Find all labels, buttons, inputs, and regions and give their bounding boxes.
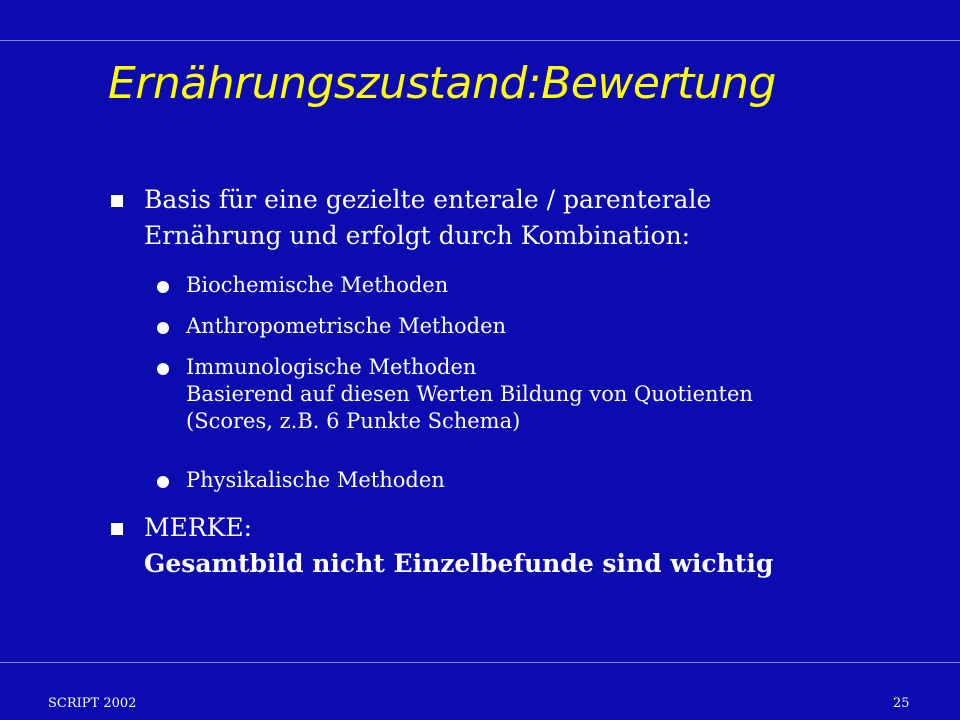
bullet-2-line-1: MERKE:: [144, 513, 253, 542]
bottom-divider: [0, 662, 960, 663]
sub-item-physical: [186, 467, 445, 494]
bullet-2-text: [144, 510, 773, 582]
sub-item-label: Biochemische Methoden: [186, 273, 449, 297]
bullet-1-text: [144, 182, 711, 254]
top-divider: [0, 40, 960, 41]
footer-label: SCRIPT 2002: [48, 696, 137, 711]
bullet-1-line-1: Basis für eine gezielte enterale / parenterale: [144, 185, 712, 214]
sub-item-biochemical: [186, 272, 448, 299]
round-bullet-icon: [157, 363, 169, 375]
sub-item-anthropometric: [186, 313, 506, 340]
square-bullet-icon: [111, 523, 123, 535]
sub-item-label: Physikalische Methoden: [186, 468, 445, 492]
sub-item-label: Immunologische Methoden: [186, 355, 477, 379]
bullet-2-line-2: Gesamtbild nicht Einzelbefunde sind wichtig: [144, 549, 774, 578]
sub-item-label: Basierend auf diesen Werten Bildung von Quotienten: [186, 382, 753, 406]
page-number: 25: [893, 696, 910, 711]
round-bullet-icon: [157, 322, 169, 334]
round-bullet-icon: [157, 476, 169, 488]
round-bullet-icon: [157, 281, 169, 293]
bullet-1-line-2: Ernährung und erfolgt durch Kombination:: [144, 221, 691, 250]
sub-item-label: Anthropometrische Methoden: [186, 314, 507, 338]
slide-title: Ernährungszustand:Bewertung: [108, 58, 776, 109]
sub-item-label: (Scores, z.B. 6 Punkte Schema): [186, 409, 521, 433]
sub-item-immunological: [186, 354, 753, 435]
square-bullet-icon: [111, 195, 123, 207]
